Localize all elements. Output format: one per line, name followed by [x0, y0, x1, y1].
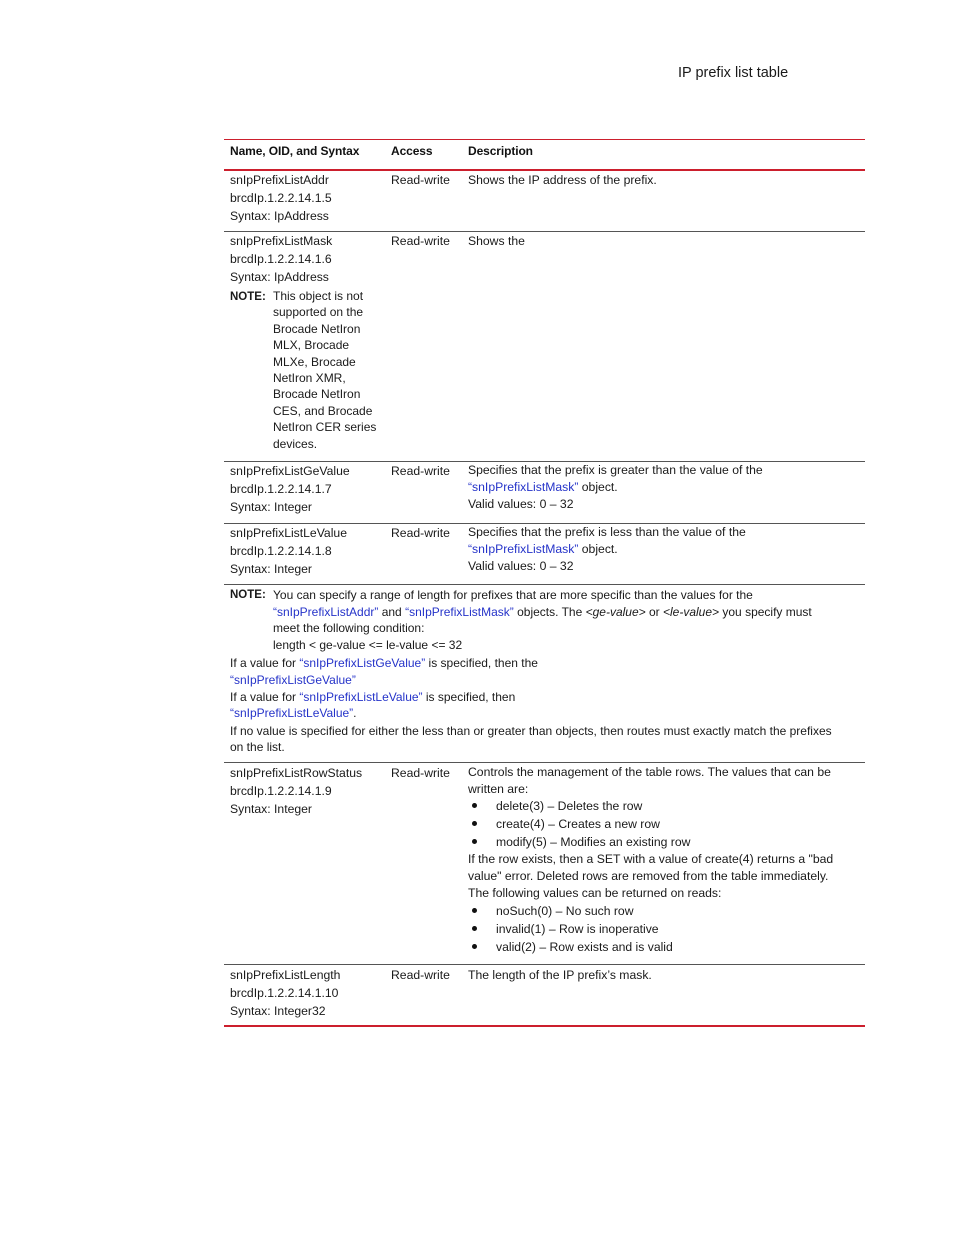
note-text: and — [378, 604, 406, 619]
object-name: snIpPrefixListLeValue — [230, 526, 347, 540]
object-description: The length of the IP prefix’s mask. — [468, 968, 652, 982]
object-description: Shows the IP address of the prefix. — [468, 173, 657, 187]
le-value-term: <le-value> — [663, 604, 720, 619]
note-line: Brocade NetIron — [273, 321, 361, 336]
column-header-name: Name, OID, and Syntax — [230, 144, 360, 158]
bullet-icon — [472, 908, 477, 913]
note-line: You can specify a range of length for prefixes that are more specific than the values for the — [273, 588, 753, 602]
list-item-text: noSuch(0) – No such row — [496, 904, 634, 919]
object-link[interactable]: “snIpPrefixListGeValue” — [299, 656, 426, 671]
column-header-access: Access — [391, 144, 433, 158]
note-line: Brocade NetIron — [273, 387, 361, 402]
object-link[interactable]: “snIpPrefixListLeValue” — [230, 706, 354, 721]
note-text: is specified, then the — [425, 656, 538, 671]
object-syntax: Syntax: IpAddress — [230, 270, 329, 284]
description-line: The following values can be returned on reads: — [468, 886, 722, 901]
note-line: NetIron XMR, — [273, 371, 346, 386]
table-row — [224, 763, 865, 964]
page-header-title: IP prefix list table — [678, 65, 789, 81]
bullet-icon — [472, 803, 477, 808]
object-access: Read-write — [391, 968, 450, 982]
object-oid: brcdIp.1.2.2.14.1.10 — [230, 986, 339, 1000]
object-access: Read-write — [391, 766, 450, 780]
note-line: This object is not — [273, 289, 364, 303]
note-text: is specified, then — [422, 689, 516, 704]
object-name: snIpPrefixListRowStatus — [230, 766, 363, 780]
object-link[interactable]: “snIpPrefixListGeValue” — [230, 672, 356, 687]
mib-object-table — [224, 139, 865, 1027]
list-item-text: valid(2) – Row exists and is valid — [496, 940, 673, 955]
object-access: Read-write — [391, 526, 450, 540]
note-line: If no value is specified for either the less than or greater than objects, then routes must exactly match the prefixes — [230, 723, 832, 738]
valid-values: Valid values: 0 – 32 — [468, 559, 574, 574]
list-item — [468, 797, 865, 815]
object-access: Read-write — [391, 464, 450, 478]
description-line: If the row exists, then a SET with a value of create(4) returns a "bad — [468, 852, 834, 867]
table-row — [224, 524, 865, 584]
object-name: snIpPrefixListLength — [230, 968, 341, 982]
object-link[interactable]: “snIpPrefixListLeValue” — [299, 689, 423, 704]
object-note — [230, 288, 384, 452]
table-row — [224, 462, 865, 523]
object-name: snIpPrefixListAddr — [230, 173, 329, 187]
object-link[interactable]: “snIpPrefixListAddr” — [273, 604, 379, 619]
spanning-note-row — [224, 585, 865, 762]
description-line: value" error. Deleted rows are removed from the table immediately. — [468, 868, 829, 883]
description-line: Controls the management of the table rows. The values that can be — [468, 765, 831, 779]
note-line: MLXe, Brocade — [273, 354, 356, 369]
object-oid: brcdIp.1.2.2.14.1.7 — [230, 482, 332, 496]
ge-value-term: <ge-value> — [585, 604, 646, 619]
object-oid: brcdIp.1.2.2.14.1.6 — [230, 252, 332, 266]
note-line: CES, and Brocade — [273, 403, 373, 418]
note-line: NetIron CER series — [273, 420, 377, 435]
bullet-icon — [472, 926, 477, 931]
note-text: you specify must — [719, 604, 812, 619]
object-syntax: Syntax: Integer — [230, 562, 312, 576]
object-link[interactable]: “snIpPrefixListMask” — [468, 541, 579, 556]
list-item — [468, 815, 865, 833]
list-item — [468, 938, 865, 956]
description-line: written are: — [468, 781, 529, 796]
description-text: object. — [578, 479, 618, 494]
list-item — [468, 902, 865, 920]
note-line: devices. — [273, 436, 318, 451]
description-line: Specifies that the prefix is less than the value of the — [468, 525, 746, 539]
list-item-text: delete(3) – Deletes the row — [496, 799, 643, 814]
object-access: Read-write — [391, 234, 450, 248]
bullet-icon — [472, 944, 477, 949]
object-name: snIpPrefixListGeValue — [230, 464, 350, 478]
bullet-icon — [472, 839, 477, 844]
bullet-icon — [472, 821, 477, 826]
table-row — [224, 232, 865, 461]
note-text: If a value for — [230, 656, 300, 671]
object-syntax: Syntax: Integer — [230, 500, 312, 514]
list-item — [468, 833, 865, 851]
note-line: supported on the — [273, 305, 364, 320]
note-text: If a value for — [230, 689, 300, 704]
note-line: MLX, Brocade — [273, 338, 350, 353]
object-syntax: Syntax: Integer32 — [230, 1004, 326, 1018]
description-text: object. — [578, 541, 618, 556]
object-access: Read-write — [391, 173, 450, 187]
list-item-text: modify(5) – Modifies an existing row — [496, 835, 691, 850]
object-name: snIpPrefixListMask — [230, 234, 333, 248]
list-item-text: create(4) – Creates a new row — [496, 817, 660, 832]
note-text: or — [645, 604, 663, 619]
note-label: NOTE: — [230, 291, 266, 303]
note-line: meet the following condition: — [273, 621, 425, 636]
object-oid: brcdIp.1.2.2.14.1.9 — [230, 784, 332, 798]
list-item — [468, 920, 865, 938]
object-oid: brcdIp.1.2.2.14.1.8 — [230, 544, 332, 558]
object-oid: brcdIp.1.2.2.14.1.5 — [230, 191, 332, 205]
object-description: Shows the — [468, 234, 525, 248]
list-item-text: invalid(1) – Row is inoperative — [496, 922, 659, 937]
table-bottom-rule — [224, 1025, 865, 1027]
object-syntax: Syntax: IpAddress — [230, 209, 329, 223]
table-row — [224, 965, 865, 1025]
table-header-row — [224, 140, 865, 169]
description-line: Specifies that the prefix is greater than the value of the — [468, 463, 763, 477]
valid-values: Valid values: 0 – 32 — [468, 497, 574, 512]
note-label: NOTE: — [230, 589, 266, 601]
note-text: . — [353, 706, 357, 721]
object-link[interactable]: “snIpPrefixListMask” — [405, 604, 514, 619]
note-condition: length < ge-value <= le-value <= 32 — [273, 637, 463, 652]
note-text: objects. The — [513, 604, 586, 619]
object-link[interactable]: “snIpPrefixListMask” — [468, 479, 579, 494]
table-row — [224, 171, 865, 231]
column-header-description: Description — [468, 144, 533, 158]
object-syntax: Syntax: Integer — [230, 802, 312, 816]
note-line: on the list. — [230, 740, 285, 755]
